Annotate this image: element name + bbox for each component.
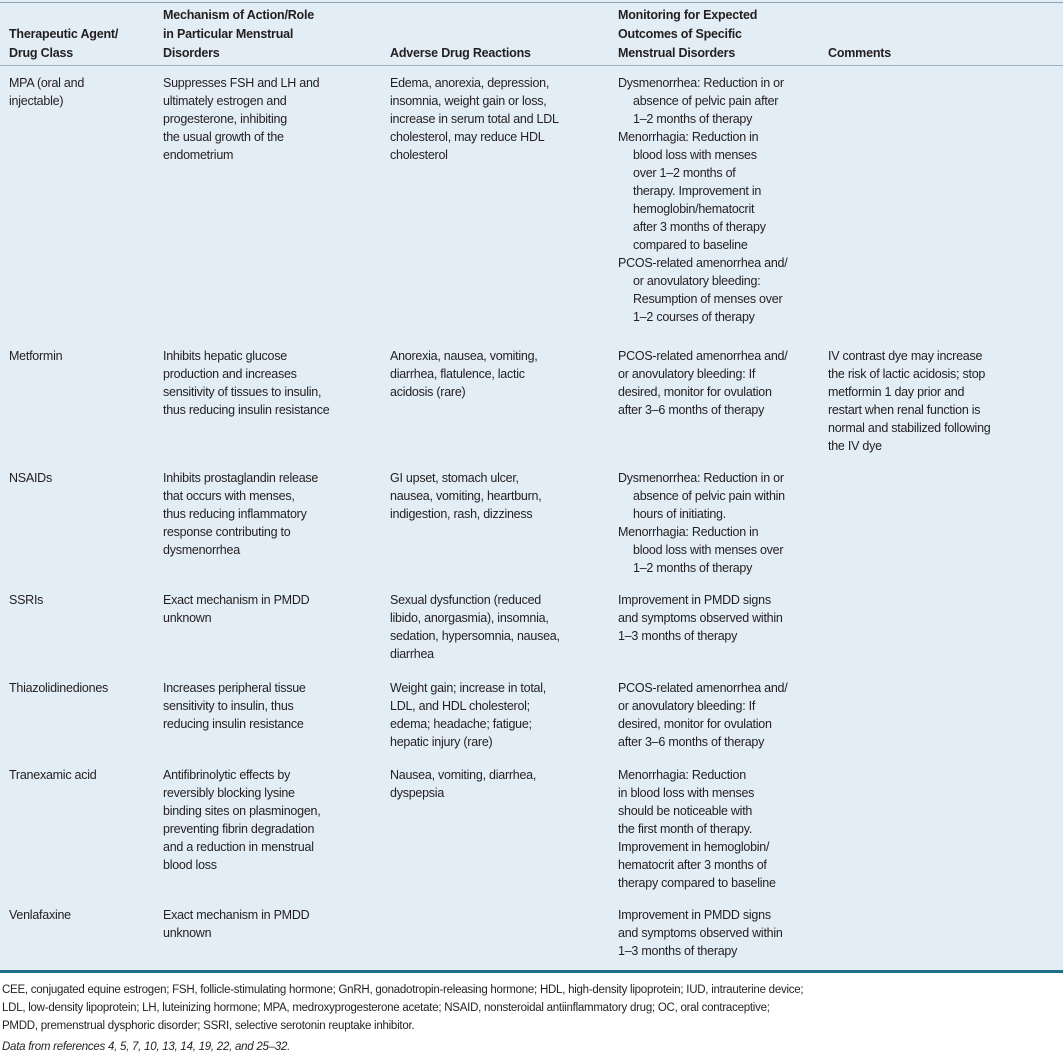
cell-line: desired, monitor for ovulation <box>618 385 772 399</box>
cell-line: blood loss <box>163 858 217 872</box>
cell-line: blood loss with menses over <box>633 543 784 557</box>
table-top-rule <box>0 2 1063 3</box>
monitoring-paragraph <box>618 906 783 960</box>
cell-line: IV contrast dye may increase <box>828 349 983 363</box>
cell-line: libido, anorgasmia), insomnia, <box>390 611 549 625</box>
cell-line: blood loss with menses <box>633 148 757 162</box>
cell-line: sensitivity to insulin, thus <box>163 699 294 713</box>
cell-monitoring <box>618 591 783 645</box>
cell-line: PCOS-related amenorrhea and/ <box>618 349 788 363</box>
cell-line: Resumption of menses over <box>633 292 783 306</box>
cell-line: cholesterol <box>390 148 448 162</box>
cell-line: metformin 1 day prior and <box>828 385 965 399</box>
abbreviation-line: CEE, conjugated equine estrogen; FSH, follicle-stimulating hormone; GnRH, gonadotropin-releasing hormone; HDL, high-density lipoprotein; IUD, intrauterine device; <box>2 984 804 996</box>
cell-line: desired, monitor for ovulation <box>618 717 772 731</box>
header-line: Outcomes of Specific <box>618 27 742 41</box>
cell-monitoring <box>618 906 783 960</box>
cell-line: the risk of lactic acidosis; stop <box>828 367 986 381</box>
cell-monitoring <box>618 74 787 326</box>
monitoring-paragraph <box>618 679 787 751</box>
cell-line: Thiazolidinediones <box>9 681 109 695</box>
cell-line: thus reducing insulin resistance <box>163 403 330 417</box>
cell-line: 1–2 months of therapy <box>633 112 753 126</box>
header-line: Adverse Drug Reactions <box>390 46 531 60</box>
cell-line: thus reducing inflammatory <box>163 507 307 521</box>
cell-line: Tranexamic acid <box>9 768 97 782</box>
cell-monitoring <box>618 469 785 577</box>
cell-line: Sexual dysfunction (reduced <box>390 593 541 607</box>
cell-agent <box>9 347 62 365</box>
cell-line: or anovulatory bleeding: If <box>618 367 756 381</box>
cell-line: 1–2 months of therapy <box>633 561 753 575</box>
cell-mechanism <box>163 906 309 942</box>
header-line: Mechanism of Action/Role <box>163 8 315 22</box>
cell-monitoring <box>618 766 776 892</box>
header-line: Comments <box>828 46 891 60</box>
cell-line: MPA (oral and <box>9 76 85 90</box>
header-mechanism <box>163 6 314 63</box>
cell-line: therapy. Improvement in <box>633 184 762 198</box>
cell-line: Improvement in PMDD signs <box>618 593 771 607</box>
cell-line: insomnia, weight gain or loss, <box>390 94 547 108</box>
cell-line: 1–2 courses of therapy <box>633 310 755 324</box>
cell-line: and a reduction in menstrual <box>163 840 314 854</box>
cell-line: Inhibits prostaglandin release <box>163 471 319 485</box>
cell-line: Antifibrinolytic effects by <box>163 768 291 782</box>
monitoring-paragraph <box>618 347 787 419</box>
header-line: Menstrual Disorders <box>618 46 736 60</box>
cell-line: endometrium <box>163 148 234 162</box>
cell-line: preventing fibrin degradation <box>163 822 315 836</box>
cell-line: 1–3 months of therapy <box>618 944 738 958</box>
cell-line: PCOS-related amenorrhea and/ <box>618 256 788 270</box>
cell-line: GI upset, stomach ulcer, <box>390 471 519 485</box>
table-bottom-rule <box>0 970 1063 973</box>
cell-comments <box>828 347 990 455</box>
cell-line: hematocrit after 3 months of <box>618 858 767 872</box>
cell-line: compared to baseline <box>633 238 748 252</box>
cell-line: binding sites on plasminogen, <box>163 804 321 818</box>
cell-line: after 3 months of therapy <box>633 220 766 234</box>
header-line: Therapeutic Agent/ <box>9 27 119 41</box>
cell-monitoring <box>618 347 787 419</box>
cell-line: hepatic injury (rare) <box>390 735 493 749</box>
monitoring-paragraph <box>618 254 787 326</box>
cell-adverse <box>390 347 538 401</box>
cell-line: edema; headache; fatigue; <box>390 717 532 731</box>
cell-adverse <box>390 469 541 523</box>
cell-line: diarrhea, flatulence, lactic <box>390 367 525 381</box>
cell-line: over 1–2 months of <box>633 166 736 180</box>
header-line: Monitoring for Expected <box>618 8 758 22</box>
cell-mechanism <box>163 591 309 627</box>
cell-line: sensitivity of tissues to insulin, <box>163 385 322 399</box>
cell-line: 1–3 months of therapy <box>618 629 738 643</box>
cell-line: the IV dye <box>828 439 882 453</box>
cell-line: after 3–6 months of therapy <box>618 735 765 749</box>
cell-agent <box>9 766 97 784</box>
source-note: Data from references 4, 5, 7, 10, 13, 14, 19, 22, and 25–32. <box>2 1041 291 1053</box>
monitoring-paragraph <box>618 523 785 577</box>
abbreviation-line: LDL, low-density lipoprotein; LH, luteinizing hormone; MPA, medroxyprogesterone acetate; NSAID, nonsteroidal antiinflammatory drug; OC, oral contraceptive; <box>2 1002 770 1014</box>
cell-line: PCOS-related amenorrhea and/ <box>618 681 788 695</box>
cell-line: Exact mechanism in PMDD <box>163 593 310 607</box>
cell-line: absence of pelvic pain after <box>633 94 779 108</box>
cell-line: Exact mechanism in PMDD <box>163 908 310 922</box>
cell-line: nausea, vomiting, heartburn, <box>390 489 542 503</box>
header-monitoring <box>618 6 757 63</box>
cell-line: Nausea, vomiting, diarrhea, <box>390 768 537 782</box>
cell-line: normal and stabilized following <box>828 421 991 435</box>
cell-line: or anovulatory bleeding: If <box>618 699 756 713</box>
cell-line: Anorexia, nausea, vomiting, <box>390 349 538 363</box>
cell-line: Improvement in hemoglobin/ <box>618 840 770 854</box>
cell-agent <box>9 679 108 697</box>
cell-line: reducing insulin resistance <box>163 717 304 731</box>
cell-line: the usual growth of the <box>163 130 284 144</box>
cell-line: restart when renal function is <box>828 403 981 417</box>
cell-line: hemoglobin/hematocrit <box>633 202 755 216</box>
cell-line: diarrhea <box>390 647 434 661</box>
header-adverse <box>390 44 531 63</box>
monitoring-paragraph <box>618 766 776 892</box>
cell-line: reversibly blocking lysine <box>163 786 295 800</box>
cell-line: Menorrhagia: Reduction in <box>618 525 759 539</box>
cell-line: and symptoms observed within <box>618 926 783 940</box>
cell-line: Dysmenorrhea: Reduction in or <box>618 471 784 485</box>
cell-adverse <box>390 74 559 164</box>
cell-mechanism <box>163 679 306 733</box>
cell-line: indigestion, rash, dizziness <box>390 507 533 521</box>
header-line: Disorders <box>163 46 220 60</box>
cell-line: Venlafaxine <box>9 908 71 922</box>
cell-line: in blood loss with menses <box>618 786 755 800</box>
cell-line: Edema, anorexia, depression, <box>390 76 550 90</box>
cell-line: and symptoms observed within <box>618 611 783 625</box>
cell-monitoring <box>618 679 787 751</box>
cell-line: NSAIDs <box>9 471 52 485</box>
cell-line: ultimately estrogen and <box>163 94 287 108</box>
cell-line: Increases peripheral tissue <box>163 681 306 695</box>
header-agent <box>9 25 118 63</box>
monitoring-paragraph <box>618 128 787 254</box>
cell-agent <box>9 469 52 487</box>
monitoring-paragraph <box>618 591 783 645</box>
cell-line: production and increases <box>163 367 297 381</box>
cell-mechanism <box>163 74 319 164</box>
cell-line: SSRIs <box>9 593 44 607</box>
cell-line: absence of pelvic pain within <box>633 489 785 503</box>
cell-line: or anovulatory bleeding: <box>633 274 761 288</box>
cell-adverse <box>390 591 560 663</box>
cell-line: increase in serum total and LDL <box>390 112 559 126</box>
cell-agent <box>9 906 71 924</box>
cell-line: progesterone, inhibiting <box>163 112 287 126</box>
cell-line: should be noticeable with <box>618 804 753 818</box>
cell-line: Metformin <box>9 349 63 363</box>
cell-line: injectable) <box>9 94 64 108</box>
cell-line: Dysmenorrhea: Reduction in or <box>618 76 784 90</box>
cell-line: Menorrhagia: Reduction <box>618 768 746 782</box>
cell-line: Weight gain; increase in total, <box>390 681 547 695</box>
cell-line: unknown <box>163 611 212 625</box>
cell-line: cholesterol, may reduce HDL <box>390 130 545 144</box>
cell-line: Inhibits hepatic glucose <box>163 349 287 363</box>
cell-agent <box>9 74 84 110</box>
cell-line: the first month of therapy. <box>618 822 753 836</box>
cell-line: after 3–6 months of therapy <box>618 403 765 417</box>
header-line: Drug Class <box>9 46 73 60</box>
cell-line: sedation, hypersomnia, nausea, <box>390 629 560 643</box>
cell-line: hours of initiating. <box>633 507 726 521</box>
header-comments <box>828 44 891 63</box>
cell-line: Suppresses FSH and LH and <box>163 76 320 90</box>
header-rule <box>0 65 1063 66</box>
cell-line: Improvement in PMDD signs <box>618 908 771 922</box>
cell-line: unknown <box>163 926 212 940</box>
cell-mechanism <box>163 469 318 559</box>
cell-agent <box>9 591 43 609</box>
cell-mechanism <box>163 766 320 874</box>
cell-line: response contributing to <box>163 525 291 539</box>
monitoring-paragraph <box>618 74 787 128</box>
cell-mechanism <box>163 347 329 419</box>
cell-line: LDL, and HDL cholesterol; <box>390 699 530 713</box>
cell-line: Menorrhagia: Reduction in <box>618 130 759 144</box>
cell-adverse <box>390 679 546 751</box>
cell-line: dyspepsia <box>390 786 445 800</box>
header-line: in Particular Menstrual <box>163 27 294 41</box>
monitoring-paragraph <box>618 469 785 523</box>
cell-line: therapy compared to baseline <box>618 876 776 890</box>
abbreviation-line: PMDD, premenstrual dysphoric disorder; SSRI, selective serotonin reuptake inhibitor. <box>2 1020 415 1032</box>
cell-adverse <box>390 766 536 802</box>
cell-line: that occurs with menses, <box>163 489 295 503</box>
cell-line: dysmenorrhea <box>163 543 240 557</box>
cell-line: acidosis (rare) <box>390 385 466 399</box>
